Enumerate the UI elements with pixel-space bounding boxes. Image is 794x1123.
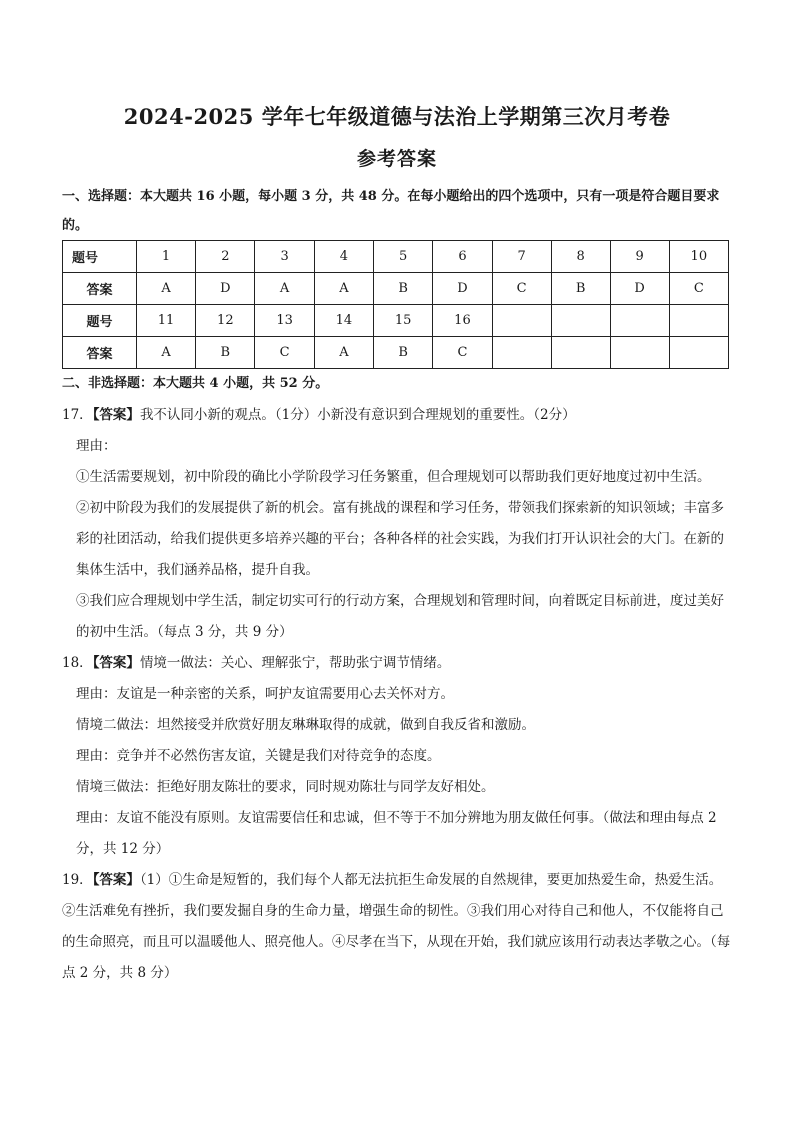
table-cell: 5 (374, 241, 433, 273)
table-cell: A (314, 273, 373, 305)
table-cell: C (433, 337, 492, 369)
section-open-heading: 二、非选择题：本大题共 4 小题，共 52 分。 (62, 376, 329, 391)
table-row (63, 337, 729, 369)
table-cell: 13 (255, 305, 314, 337)
table-cell: C (255, 337, 314, 369)
table-cell: A (136, 273, 195, 305)
page-title: 2024-2025 学年七年级道德与法治上学期第三次月考卷 (123, 104, 671, 129)
answers-body (62, 400, 734, 989)
answer-table (62, 240, 729, 369)
answer-text: 理由：竞争并不必然伤害友谊，关键是我们对待竞争的态度。 (76, 748, 441, 764)
table-row-header: 题号 (63, 305, 137, 337)
answer-text: 我不认同小新的观点。（1分）小新没有意识到合理规划的重要性。（2分） (139, 407, 576, 423)
answer-text: ②初中阶段为我们的发展提供了新的机会。富有挑战的课程和学习任务，带领我们探索新的知识领域；丰富多彩的社团活动，给我们提供更多培养兴趣的平台；各种各样的社会实践，为我们打开认识社会的大门。在新的集体生活中，我们涵养品格，提升自我。 (76, 500, 724, 578)
table-cell: 9 (610, 241, 669, 273)
table-cell: D (433, 273, 492, 305)
answer-text: ①生活需要规划，初中阶段的确比小学阶段学习任务繁重，但合理规划可以帮助我们更好地度过初中生活。 (76, 469, 711, 485)
table-cell: A (136, 337, 195, 369)
answer-text: 理由： (76, 438, 117, 454)
answer-text: 情境三做法：拒绝好朋友陈壮的要求，同时规劝陈壮与同学友好相处。 (76, 779, 495, 795)
table-cell: 7 (492, 241, 551, 273)
table-cell (492, 305, 551, 337)
answer-text: 情境一做法：关心、理解张宁，帮助张宁调节情绪。 (139, 655, 451, 671)
table-row-header: 答案 (63, 337, 137, 369)
table-cell: 4 (314, 241, 373, 273)
table-cell (610, 337, 669, 369)
question-number: 18． (62, 655, 93, 671)
question-17 (62, 400, 734, 648)
table-cell: B (551, 273, 610, 305)
table-cell: 15 (374, 305, 433, 337)
table-cell: 10 (669, 241, 728, 273)
table-cell: 2 (196, 241, 255, 273)
answer-text: 情境二做法：坦然接受并欣赏好朋友琳琳取得的成就，做到自我反省和激励。 (76, 717, 535, 733)
table-cell (610, 305, 669, 337)
table-cell: 8 (551, 241, 610, 273)
answer-tag: 【答案】 (92, 872, 140, 888)
table-cell: A (314, 337, 373, 369)
table-cell: 6 (433, 241, 492, 273)
table-row (63, 241, 729, 273)
table-cell: 12 (196, 305, 255, 337)
table-cell (551, 305, 610, 337)
table-cell: B (196, 337, 255, 369)
table-cell (492, 337, 551, 369)
question-number: 17． (62, 407, 93, 423)
table-row (63, 305, 729, 337)
table-cell: C (669, 273, 728, 305)
table-cell: 16 (433, 305, 492, 337)
answer-text: 理由：友谊是一种亲密的关系，呵护友谊需要用心去关怀对方。 (76, 686, 454, 702)
answer-text: （1）①生命是短暂的，我们每个人都无法抗拒生命发展的自然规律，要更加热爱生命，热爱生活。②生活难免有挫折，我们要发掘自身的生命力量，增强生命的韧性。③我们用心对待自己和他人，不仅能将自己的生命照亮，而且可以温暖他人、照亮他人。④尽孝在当下，从现在开始，我们就应该用行动表达孝敬之心。（每点 2 分，共 8 分） (62, 872, 731, 981)
answer-tag: 【答案】 (92, 407, 140, 423)
table-cell: 14 (314, 305, 373, 337)
table-cell: D (610, 273, 669, 305)
table-row (63, 273, 729, 305)
table-cell: D (196, 273, 255, 305)
table-cell: 1 (136, 241, 195, 273)
question-18 (62, 648, 734, 865)
table-cell: B (374, 273, 433, 305)
question-19 (62, 865, 734, 989)
table-cell (551, 337, 610, 369)
question-number: 19． (62, 872, 93, 888)
answer-text: 理由：友谊不能没有原则。友谊需要信任和忠诚，但不等于不加分辨地为朋友做任何事。（做法和理由每点 2 分，共 12 分） (76, 810, 717, 857)
answer-text: ③我们应合理规划中学生活，制定切实可行的行动方案，合理规划和管理时间，向着既定目标前进，度过美好的初中生活。（每点 3 分，共 9 分） (76, 593, 724, 640)
table-cell: A (255, 273, 314, 305)
section-choice-heading: 一、选择题：本大题共 16 小题，每小题 3 分，共 48 分。在每小题给出的四个选项中，只有一项是符合题目要求的。 (62, 189, 720, 233)
table-cell (669, 305, 728, 337)
table-cell: 11 (136, 305, 195, 337)
answer-tag: 【答案】 (92, 655, 140, 671)
table-cell: B (374, 337, 433, 369)
table-cell (669, 337, 728, 369)
page-subtitle: 参考答案 (356, 148, 437, 170)
table-row-header: 答案 (63, 273, 137, 305)
table-row-header: 题号 (63, 241, 137, 273)
table-cell: 3 (255, 241, 314, 273)
table-cell: C (492, 273, 551, 305)
